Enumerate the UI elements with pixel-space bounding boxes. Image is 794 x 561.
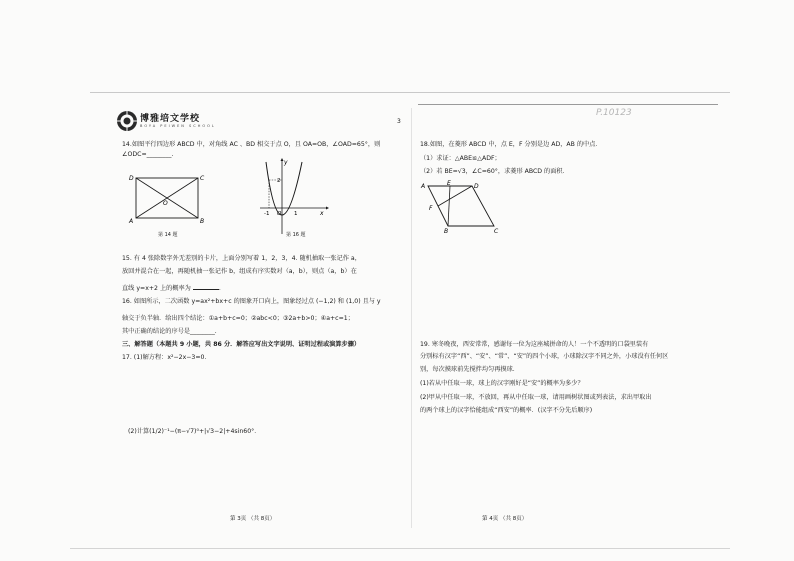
fig18-rhombus [428, 186, 494, 226]
scan-edge [90, 92, 730, 93]
fig18-label: F [429, 205, 433, 212]
fig14-caption: 第 14 题 [158, 232, 178, 238]
figure-16 [258, 158, 330, 238]
page-mark: 3 [397, 118, 401, 125]
fig16-label: 1 [294, 211, 298, 217]
figure-14 [128, 172, 208, 232]
fig16-label: y [284, 159, 288, 166]
fig18-label: D [474, 183, 479, 190]
q15-text: 直线 y=x+2 上的概率为 . [122, 285, 221, 292]
q16-text: 其中正确的结论的序号是________. [122, 328, 217, 335]
q18-text: 18.如图，在菱形 ABCD 中，点 E，F 分别是边 AD，AB 的中点． [420, 141, 602, 148]
fig16-label: x [320, 210, 324, 217]
handwritten-note: P.10123 [596, 108, 632, 118]
section-3-heading: 三、解答题（本题共 9 小题，共 86 分．解答应写出文字说明、证明过程或演算步骤） [122, 341, 361, 348]
q14-text: ∠ODC=________. [122, 151, 174, 158]
q19-text: 别，每次摸球前先搅拌均匀再摸球． [420, 366, 519, 373]
q18-text: （2）若 BE=√3，∠C=60°，求菱形 ABCD 的面积． [420, 168, 569, 175]
fig14-label: D [129, 175, 134, 182]
q17-part2: (2)计算(1/2)⁻¹−(π−√7)⁰+|√3−2|+4sin60°． [128, 428, 261, 435]
q16-text: 16. 如图所示，二次函数 y=ax²+bx+c 的图象开口向上，图象经过点 (−1,2) 和 (1,0) 且与 y [122, 298, 381, 305]
fig18-label: C [494, 228, 499, 235]
q15-text: 15. 有 4 张除数字外无差别的卡片，上面分别写着 1，2，3，4. 随机抽取一张记作 a， [122, 255, 361, 262]
fig16-label: O [277, 211, 282, 217]
q14-text: 14.如图平行四边形 ABCD 中，对角线 AC 、BD 相交于点 O，且 OA=OB，∠OAD=65°，则 [122, 141, 381, 148]
header-rule [418, 104, 718, 105]
answer-blank[interactable] [193, 283, 219, 290]
fig14-label: C [200, 175, 205, 182]
fig16-parabola [266, 162, 302, 215]
q16-text: 轴交于负半轴．给出四个结论：①a+b+c=0；②abc<0；③2a+b>0；④a+c=1； [122, 315, 354, 322]
page-divider [411, 108, 412, 528]
school-name: 博雅培文学校 [140, 114, 201, 124]
q19-text: 分别标有汉字“西”、“安”、“常”、“安”的四个小球，小球除汉字不同之外，小球没有任何区 [420, 353, 669, 360]
fig14-label: B [200, 218, 205, 225]
fig18-label: E [447, 180, 451, 187]
q17-part1: 17. (1)解方程：x²−2x−3=0． [122, 354, 211, 361]
fig18-label: A [421, 183, 426, 190]
q19-text: 19. 寒冬晚夜，西安常常，感谢每一位为这座城拼命的人！一个不透明的口袋里装有 [420, 341, 649, 348]
fig16-label: -1 [264, 211, 270, 217]
q19-part2: (2)甲从中任取一球，不放回，再从中任取一球，请用画树状图或列表法，求出甲取出 [420, 394, 652, 401]
left-page-footer: 第 3页 （共 8页） [230, 516, 276, 522]
scan-edge [70, 548, 730, 549]
fig14-label: A [129, 218, 134, 225]
fig16-label: 2 [277, 178, 281, 184]
q15-text: 放回并混合在一起，再随机抽一张记作 b，组成有序实数对（a，b），则点（a，b）在 [122, 268, 357, 275]
q18-text: （1）求证：△ABE≌△ADF； [420, 155, 501, 162]
figure-18 [420, 180, 504, 234]
fig18-segment-df [438, 186, 472, 206]
fig16-caption: 第 16 题 [286, 232, 306, 238]
q15-text-body: 直线 y=x+2 上的概率为 [122, 285, 191, 292]
school-logo-icon [116, 110, 138, 132]
fig14-label: O [163, 200, 168, 207]
fig18-label: B [444, 228, 449, 235]
q19-part2: 的两个球上的汉字恰能组成“西安”的概率．(汉字不分先后顺序) [420, 407, 593, 414]
q19-part1: (1)若从中任取一球，球上的汉字刚好是“安”的概率为多少？ [420, 380, 584, 387]
right-page-footer: 第 4页 （共 8页） [482, 516, 528, 522]
fig18-segment-be [448, 186, 450, 226]
school-subtitle: BOYA PEIWEN SCHOOL [140, 124, 216, 128]
